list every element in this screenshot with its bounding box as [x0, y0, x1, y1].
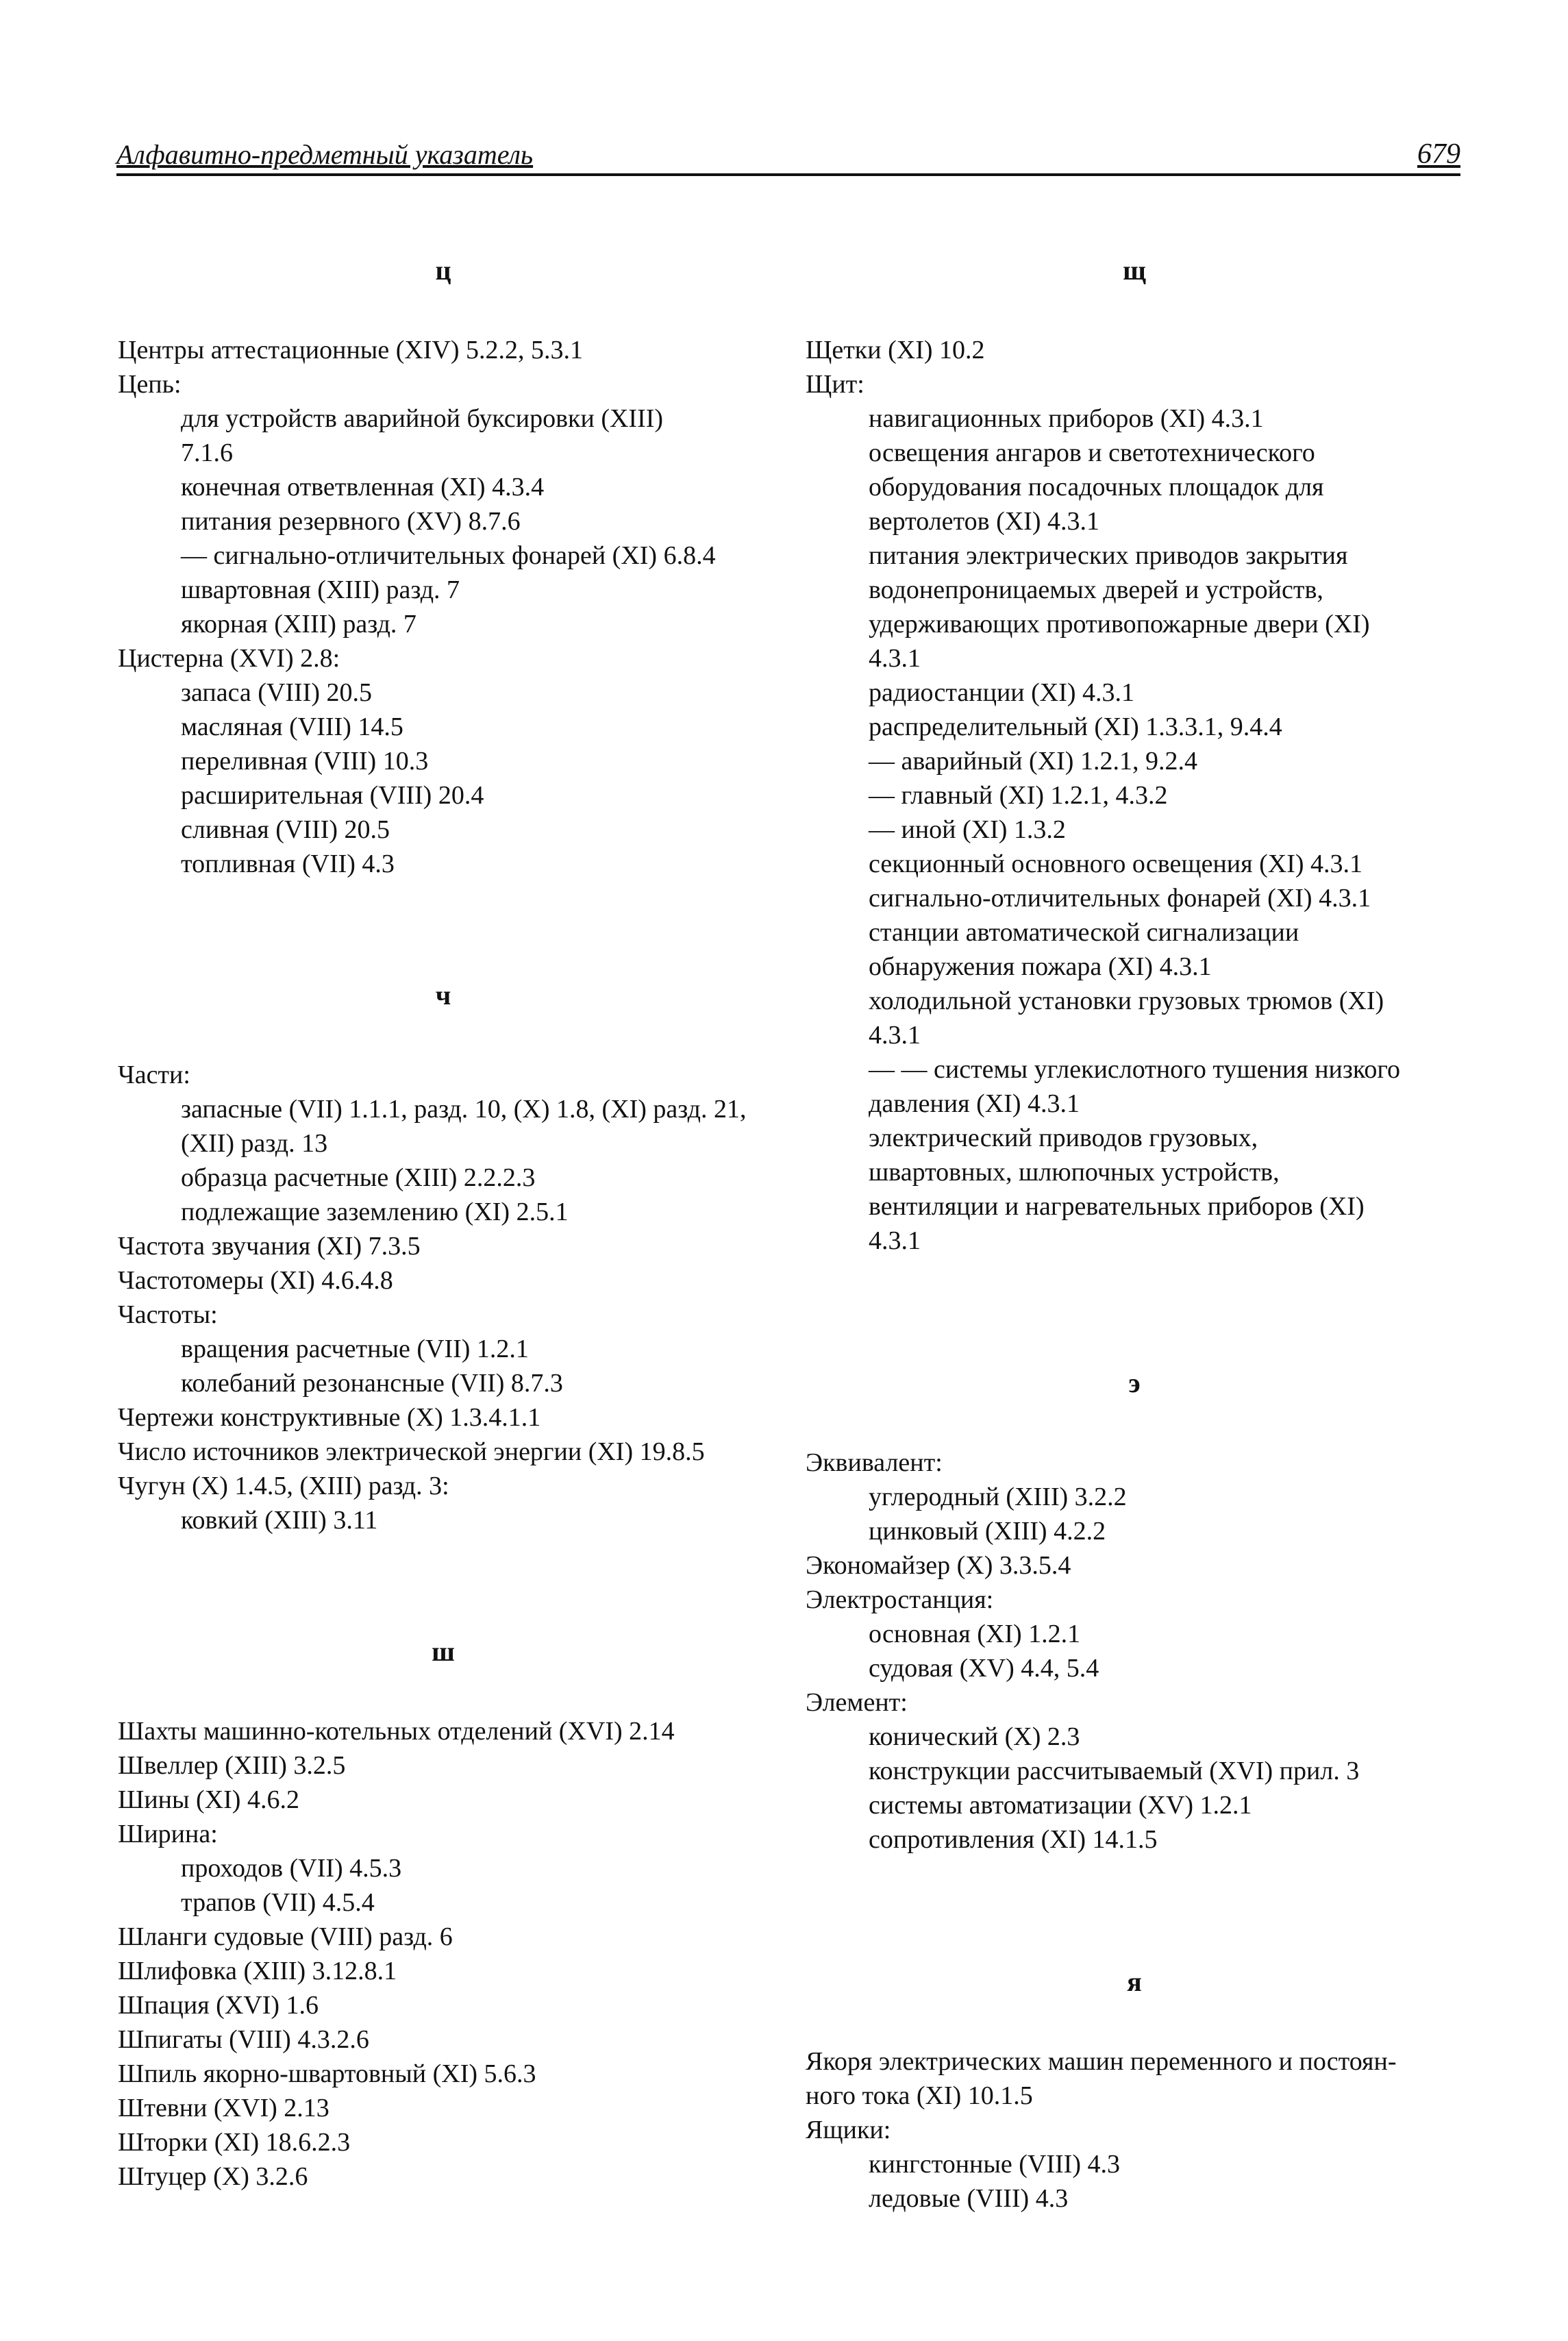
- index-section: [118, 1635, 769, 2194]
- index-subentry: обнаружения пожара (XI) 4.3.1: [869, 952, 1212, 981]
- index-subentry: проходов (VII) 4.5.3: [181, 1854, 402, 1883]
- section-letter: я: [1127, 1966, 1142, 1997]
- section-gap: [118, 881, 769, 978]
- index-subentry: ледовые (VIII) 4.3: [869, 2184, 1069, 2213]
- index-entry: Цепь:: [118, 370, 182, 399]
- index-entry: Экономайзер (X) 3.3.5.4: [806, 1551, 1071, 1580]
- index-entry: Частотомеры (XI) 4.6.4.8: [118, 1266, 393, 1295]
- index-section: [118, 253, 769, 881]
- index-entry: Шпация (XVI) 1.6: [118, 1991, 319, 2020]
- index-subentry: вентиляции и нагревательных приборов (XI): [869, 1192, 1365, 1221]
- index-entry: Электростанция:: [806, 1585, 994, 1614]
- header-title: Алфавитно-предметный указатель: [116, 139, 534, 170]
- index-subentry: подлежащие заземлению (XI) 2.5.1: [181, 1198, 569, 1226]
- section-gap: [118, 1537, 769, 1635]
- index-subentry: топливная (VII) 4.3: [181, 850, 395, 878]
- section-letter: щ: [1123, 255, 1146, 286]
- index-subentry: — главный (XI) 1.2.1, 4.3.2: [869, 781, 1168, 810]
- index-subentry: якорная (XIII) разд. 7: [181, 610, 416, 639]
- index-entry: Ширина:: [118, 1820, 218, 1848]
- index-subentry: конический (X) 2.3: [869, 1722, 1080, 1751]
- index-entry: Шпиль якорно-швартовный (XI) 5.6.3: [118, 2059, 536, 2088]
- index-subentry: 4.3.1: [869, 1021, 921, 1050]
- index-subentry: электрический приводов грузовых,: [869, 1124, 1258, 1152]
- index-subentry: 4.3.1: [869, 1226, 921, 1255]
- running-header: [116, 134, 1460, 176]
- index-subentry: трапов (VII) 4.5.4: [181, 1888, 375, 1917]
- index-subentry: давления (XI) 4.3.1: [869, 1089, 1080, 1118]
- index-subentry: удерживающих противопожарные двери (XI): [869, 610, 1370, 639]
- index-entry: Частоты:: [118, 1300, 218, 1329]
- index-entry: Шлифовка (XIII) 3.12.8.1: [118, 1957, 397, 1985]
- index-subentry: для устройств аварийной буксировки (XIII): [181, 404, 664, 433]
- index-subentry: навигационных приборов (XI) 4.3.1: [869, 404, 1264, 433]
- index-subentry: ковкий (XIII) 3.11: [181, 1506, 378, 1535]
- index-subentry: кингстонные (VIII) 4.3: [869, 2150, 1120, 2179]
- index-subentry: конструкции рассчитываемый (XVI) прил. 3: [869, 1757, 1360, 1785]
- index-entry: Части:: [118, 1061, 190, 1089]
- index-subentry: питания резервного (XV) 8.7.6: [181, 507, 521, 536]
- index-subentry: конечная ответвленная (XI) 4.3.4: [181, 473, 545, 501]
- section-letter: ц: [435, 255, 451, 286]
- index-subentry: швартовная (XIII) разд. 7: [181, 575, 460, 604]
- index-entry: Штуцер (X) 3.2.6: [118, 2162, 308, 2191]
- section-letter: э: [1128, 1367, 1141, 1398]
- index-entry: Эквивалент:: [806, 1448, 943, 1477]
- index-entry: Шторки (XI) 18.6.2.3: [118, 2128, 351, 2157]
- index-subentry: — — системы углекислотного тушения низкого: [869, 1055, 1401, 1084]
- index-subentry: переливная (VIII) 10.3: [181, 747, 429, 776]
- section-gap: [806, 1857, 1463, 1965]
- section-gap: [806, 1258, 1463, 1366]
- index-subentry: радиостанции (XI) 4.3.1: [869, 678, 1135, 707]
- index-subentry: запаса (VIII) 20.5: [181, 678, 372, 707]
- index-subentry: (XII) разд. 13: [181, 1129, 328, 1158]
- index-entry: Щит:: [806, 370, 864, 399]
- index-entry: Частота звучания (XI) 7.3.5: [118, 1232, 421, 1261]
- index-subentry: судовая (XV) 4.4, 5.4: [869, 1654, 1099, 1683]
- index-subentry: системы автоматизации (XV) 1.2.1: [869, 1791, 1252, 1820]
- index-entry: Элемент:: [806, 1688, 908, 1717]
- section-letter: ш: [432, 1636, 455, 1667]
- index-section: [806, 1366, 1463, 1857]
- index-entry: Якоря электрических машин переменного и постоян-: [806, 2047, 1397, 2076]
- index-entry: Число источников электрической энергии (XI) 19.8.5: [118, 1437, 705, 1466]
- index-subentry: швартовных, шлюпочных устройств,: [869, 1158, 1280, 1187]
- page-number: 679: [1417, 138, 1460, 170]
- index-subentry: сливная (VIII) 20.5: [181, 815, 390, 844]
- index-subentry: оборудования посадочных площадок для: [869, 473, 1324, 501]
- index-subentry: холодильной установки грузовых трюмов (XI): [869, 987, 1384, 1015]
- index-subentry: запасные (VII) 1.1.1, разд. 10, (X) 1.8, (XI) разд. 21,: [181, 1095, 747, 1124]
- index-subentry: вращения расчетные (VII) 1.2.1: [181, 1335, 529, 1363]
- index-entry: Штевни (XVI) 2.13: [118, 2094, 329, 2122]
- index-entry: Шины (XI) 4.6.2: [118, 1785, 299, 1814]
- index-entry: Чертежи конструктивные (X) 1.3.4.1.1: [118, 1403, 541, 1432]
- index-subentry: колебаний резонансные (VII) 8.7.3: [181, 1369, 563, 1398]
- index-entry: Ящики:: [806, 2116, 891, 2144]
- index-entry: Центры аттестационные (XIV) 5.2.2, 5.3.1: [118, 336, 584, 364]
- index-entry: Шланги судовые (VIII) разд. 6: [118, 1922, 453, 1951]
- index-subentry: расширительная (VIII) 20.4: [181, 781, 484, 810]
- index-subentry: 7.1.6: [181, 438, 233, 467]
- index-section: [118, 978, 769, 1537]
- index-entry: Цистерна (XVI) 2.8:: [118, 644, 340, 673]
- index-entry: Щетки (XI) 10.2: [806, 336, 985, 364]
- index-subentry: станции автоматической сигнализации: [869, 918, 1299, 947]
- left-column: [118, 253, 769, 2194]
- index-section: [806, 253, 1463, 1258]
- index-subentry: секционный основного освещения (XI) 4.3.1: [869, 850, 1363, 878]
- index-subentry: — аварийный (XI) 1.2.1, 9.2.4: [869, 747, 1197, 776]
- index-subentry: вертолетов (XI) 4.3.1: [869, 507, 1099, 536]
- index-subentry: сопротивления (XI) 14.1.5: [869, 1825, 1158, 1854]
- index-subentry: сигнально-отличительных фонарей (XI) 4.3.1: [869, 884, 1371, 913]
- index-subentry: водонепроницаемых дверей и устройств,: [869, 575, 1323, 604]
- index-entry: Шпигаты (VIII) 4.3.2.6: [118, 2025, 369, 2054]
- index-subentry: питания электрических приводов закрытия: [869, 541, 1348, 570]
- index-entry: Чугун (X) 1.4.5, (XIII) разд. 3:: [118, 1472, 449, 1500]
- index-entry: Шахты машинно-котельных отделений (XVI) 2.14: [118, 1717, 675, 1746]
- right-column: [806, 253, 1463, 2216]
- index-subentry: основная (XI) 1.2.1: [869, 1620, 1081, 1648]
- index-subentry: 4.3.1: [869, 644, 921, 673]
- index-subentry: углеродный (XIII) 3.2.2: [869, 1483, 1127, 1511]
- index-entry: ного тока (XI) 10.1.5: [806, 2081, 1033, 2110]
- index-subentry: распределительный (XI) 1.3.3.1, 9.4.4: [869, 713, 1282, 741]
- index-subentry: освещения ангаров и светотехнического: [869, 438, 1315, 467]
- index-subentry: цинковый (XIII) 4.2.2: [869, 1517, 1106, 1546]
- index-subentry: — сигнально-отличительных фонарей (XI) 6.8.4: [181, 541, 716, 570]
- index-section: [806, 1965, 1463, 2216]
- section-letter: ч: [435, 980, 451, 1011]
- index-subentry: масляная (VIII) 14.5: [181, 713, 403, 741]
- index-subentry: образца расчетные (XIII) 2.2.2.3: [181, 1163, 536, 1192]
- index-entry: Швеллер (XIII) 3.2.5: [118, 1751, 346, 1780]
- index-subentry: — иной (XI) 1.3.2: [869, 815, 1066, 844]
